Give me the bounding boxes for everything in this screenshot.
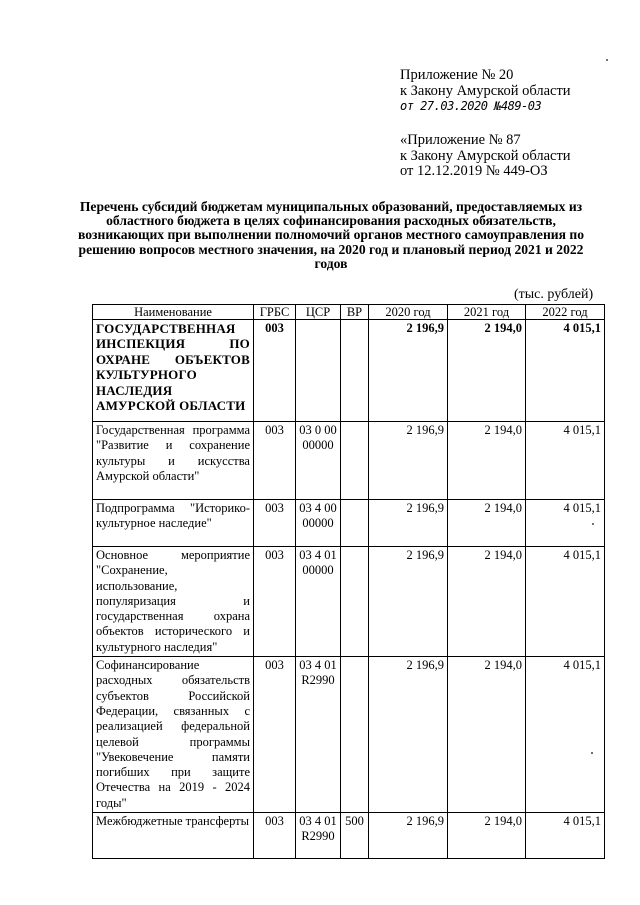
- row-grbs: 003: [254, 547, 296, 657]
- table-header-row: [93, 305, 605, 320]
- original-appendix-header: [400, 133, 571, 180]
- col-header-2020: 2020 год: [369, 305, 448, 320]
- row-grbs: 003: [254, 422, 296, 500]
- row-csr: [296, 320, 341, 422]
- original-appendix-law: к Закону Амурской области: [400, 147, 571, 164]
- scan-speck: [591, 752, 593, 754]
- row-name: Подпрограмма "Историко-культурное наследие": [93, 500, 254, 547]
- row-grbs: 003: [254, 813, 296, 859]
- row-2022: 4 015,1: [526, 547, 605, 657]
- row-name: Государственная программа "Развитие и сохранение культуры и искусства Амурской области": [93, 422, 254, 500]
- row-2021: 2 194,0: [448, 500, 526, 547]
- scan-speck: [606, 59, 608, 61]
- row-grbs: 003: [254, 657, 296, 813]
- row-grbs: 003: [254, 320, 296, 422]
- document-title: Перечень субсидий бюджетам муниципальных образований, предоставляемых из областного бюджета в целях софинансирования расходных обязательств, возникающих при выполнении полномочий органов местного самоуправления по решению вопросов местного значения, на 2020 год и плановый период 2021 и 2022 годов: [77, 199, 584, 271]
- row-csr: 03 0 00 00000: [296, 422, 341, 500]
- row-name: Основное мероприятие "Сохранение, использование, популяризация и государственная охрана объектов исторического и культурного наследия": [93, 547, 254, 657]
- row-csr: 03 4 01 00000: [296, 547, 341, 657]
- row-2021: 2 194,0: [448, 320, 526, 422]
- col-header-2021: 2021 год: [448, 305, 526, 320]
- row-name: ГОСУДАРСТВЕННАЯ ИНСПЕКЦИЯ ПО ОХРАНЕ ОБЪЕКТОВ КУЛЬТУРНОГО НАСЛЕДИЯ АМУРСКОЙ ОБЛАСТИ: [93, 320, 254, 422]
- units-label: (тыс. рублей): [514, 287, 594, 302]
- row-2021: 2 194,0: [448, 547, 526, 657]
- appendix-header: [400, 68, 571, 115]
- row-2020: 2 196,9: [369, 422, 448, 500]
- row-vr: [341, 547, 369, 657]
- row-vr: [341, 422, 369, 500]
- appendix-date-handwritten: от 27.03.2020 №489-03: [400, 99, 542, 113]
- col-header-2022: 2022 год: [526, 305, 605, 320]
- original-appendix-number: «Приложение № 87: [400, 132, 521, 148]
- row-name: Софинансирование расходных обязательств субъектов Российской Федерации, связанных с реализацией федеральной целевой программы "Увековечение памяти погибших при защите Отечества на 2019 - 2024 годы": [93, 657, 254, 813]
- row-2020: 2 196,9: [369, 320, 448, 422]
- scan-speck: [592, 523, 594, 525]
- subsidies-table: [92, 304, 605, 859]
- col-header-csr: ЦСР: [296, 305, 341, 320]
- row-2020: 2 196,9: [369, 813, 448, 859]
- row-2021: 2 194,0: [448, 813, 526, 859]
- row-vr: 500: [341, 813, 369, 859]
- row-2022: 4 015,1: [526, 320, 605, 422]
- table-row: [93, 547, 605, 657]
- row-2020: 2 196,9: [369, 500, 448, 547]
- col-header-grbs: ГРБС: [254, 305, 296, 320]
- row-2022: 4 015,1: [526, 813, 605, 859]
- row-vr: [341, 500, 369, 547]
- row-2022: 4 015,1: [526, 500, 605, 547]
- row-2022: 4 015,1: [526, 422, 605, 500]
- appendix-number: Приложение № 20: [400, 67, 514, 83]
- row-2020: 2 196,9: [369, 547, 448, 657]
- row-csr: 03 4 01 R2990: [296, 813, 341, 859]
- row-2021: 2 194,0: [448, 657, 526, 813]
- col-header-name: Наименование: [93, 305, 254, 320]
- row-csr: 03 4 00 00000: [296, 500, 341, 547]
- table-row: [93, 422, 605, 500]
- row-2022: 4 015,1: [526, 657, 605, 813]
- table-row: [93, 813, 605, 859]
- row-2021: 2 194,0: [448, 422, 526, 500]
- appendix-law: к Закону Амурской области: [400, 82, 571, 99]
- table-row: [93, 500, 605, 547]
- row-2020: 2 196,9: [369, 657, 448, 813]
- row-grbs: 003: [254, 500, 296, 547]
- row-vr: [341, 320, 369, 422]
- table-row: [93, 320, 605, 422]
- row-name: Межбюджетные трансферты: [93, 813, 254, 859]
- table-row: [93, 657, 605, 813]
- original-appendix-date: от 12.12.2019 № 449-ОЗ: [400, 163, 548, 179]
- row-csr: 03 4 01 R2990: [296, 657, 341, 813]
- row-vr: [341, 657, 369, 813]
- col-header-vr: ВР: [341, 305, 369, 320]
